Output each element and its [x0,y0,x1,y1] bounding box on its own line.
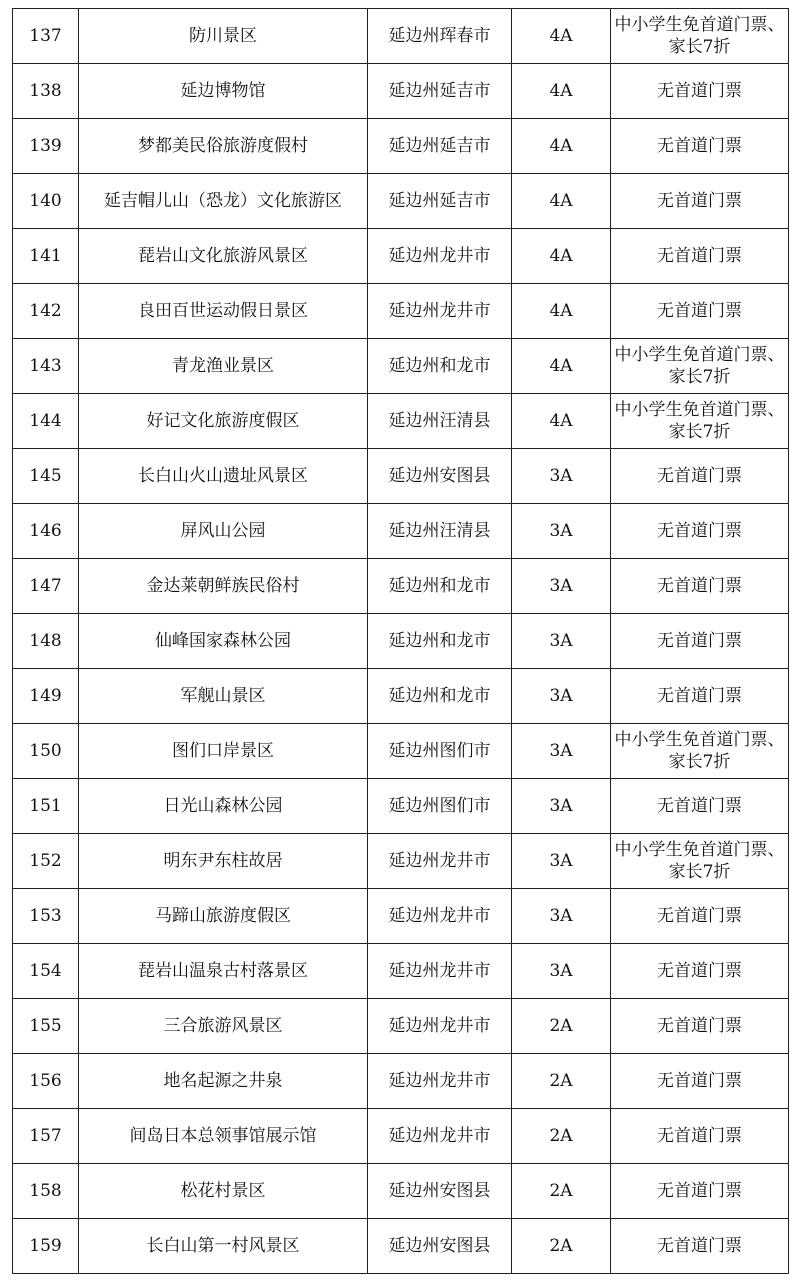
ticket-policy-cell [611,1109,789,1164]
region-cell: 延边州龙井市 [368,1054,512,1109]
row-number-cell: 139 [13,119,79,174]
region-cell: 延边州安图县 [368,1219,512,1274]
row-number-cell: 140 [13,174,79,229]
row-number-cell: 148 [13,614,79,669]
row-number-cell: 141 [13,229,79,284]
row-number-cell: 145 [13,449,79,504]
table-row [13,119,789,174]
ticket-policy-cell [611,779,789,834]
table-row [13,9,789,64]
row-number-cell: 146 [13,504,79,559]
grade-cell: 2A [512,999,611,1054]
table-row [13,1219,789,1274]
ticket-policy-cell [611,559,789,614]
scenic-spot-name-cell: 图们口岸景区 [79,724,368,779]
region-cell: 延边州龙井市 [368,834,512,889]
grade-cell: 4A [512,9,611,64]
row-number-cell: 159 [13,1219,79,1274]
grade-cell: 4A [512,284,611,339]
region-cell: 延边州龙井市 [368,1109,512,1164]
scenic-spot-name-cell: 金达莱朝鲜族民俗村 [79,559,368,614]
scenic-spot-name-cell: 青龙渔业景区 [79,339,368,394]
table-row [13,724,789,779]
ticket-policy-line: 无首道门票 [657,301,742,321]
scenic-spot-name-cell: 延边博物馆 [79,64,368,119]
row-number-cell: 151 [13,779,79,834]
scenic-spot-name-cell: 梦都美民俗旅游度假村 [79,119,368,174]
ticket-policy-cell [611,449,789,504]
ticket-policy-line: 家长7折 [668,367,731,387]
row-number-cell: 137 [13,9,79,64]
region-cell: 延边州龙井市 [368,999,512,1054]
ticket-policy-line: 无首道门票 [657,81,742,101]
ticket-policy-line: 无首道门票 [657,1181,742,1201]
ticket-policy-line: 中小学生免首道门票、 [614,15,785,35]
ticket-policy-cell [611,669,789,724]
grade-cell: 4A [512,394,611,449]
table-row [13,834,789,889]
scenic-spot-name-cell: 军舰山景区 [79,669,368,724]
region-cell: 延边州和龙市 [368,339,512,394]
grade-cell: 4A [512,64,611,119]
ticket-policy-cell [611,64,789,119]
grade-cell: 3A [512,614,611,669]
table-row [13,889,789,944]
scenic-spot-name-cell: 明东尹东柱故居 [79,834,368,889]
ticket-policy-line: 家长7折 [668,862,731,882]
region-cell: 延边州龙井市 [368,284,512,339]
table-row [13,559,789,614]
scenic-spot-table-page [12,8,788,1274]
table-body [13,9,789,1274]
ticket-policy-line: 中小学生免首道门票、 [614,840,785,860]
table-row [13,449,789,504]
ticket-policy-cell [611,284,789,339]
ticket-policy-line: 无首道门票 [657,796,742,816]
region-cell: 延边州图们市 [368,779,512,834]
ticket-policy-cell [611,394,789,449]
table-row [13,999,789,1054]
row-number-cell: 154 [13,944,79,999]
grade-cell: 2A [512,1164,611,1219]
ticket-policy-cell [611,9,789,64]
ticket-policy-cell [611,504,789,559]
row-number-cell: 142 [13,284,79,339]
ticket-policy-cell [611,724,789,779]
region-cell: 延边州汪清县 [368,504,512,559]
row-number-cell: 153 [13,889,79,944]
grade-cell: 3A [512,779,611,834]
region-cell: 延边州和龙市 [368,669,512,724]
scenic-spot-name-cell: 延吉帽儿山（恐龙）文化旅游区 [79,174,368,229]
region-cell: 延边州延吉市 [368,64,512,119]
scenic-spot-name-cell: 松花村景区 [79,1164,368,1219]
scenic-spot-name-cell: 长白山火山遗址风景区 [79,449,368,504]
ticket-policy-line: 无首道门票 [657,1016,742,1036]
scenic-spot-name-cell: 良田百世运动假日景区 [79,284,368,339]
scenic-spot-name-cell: 长白山第一村风景区 [79,1219,368,1274]
scenic-spot-name-cell: 日光山森林公园 [79,779,368,834]
ticket-policy-cell [611,889,789,944]
ticket-policy-line: 中小学生免首道门票、 [614,400,785,420]
table-row [13,504,789,559]
scenic-spot-name-cell: 防川景区 [79,9,368,64]
scenic-spot-name-cell: 马蹄山旅游度假区 [79,889,368,944]
row-number-cell: 143 [13,339,79,394]
table-row [13,284,789,339]
ticket-policy-line: 无首道门票 [657,686,742,706]
row-number-cell: 157 [13,1109,79,1164]
region-cell: 延边州珲春市 [368,9,512,64]
ticket-policy-line: 中小学生免首道门票、 [614,730,785,750]
grade-cell: 4A [512,119,611,174]
row-number-cell: 138 [13,64,79,119]
ticket-policy-line: 无首道门票 [657,1126,742,1146]
ticket-policy-line: 无首道门票 [657,136,742,156]
ticket-policy-line: 家长7折 [668,37,731,57]
grade-cell: 3A [512,944,611,999]
grade-cell: 3A [512,559,611,614]
region-cell: 延边州和龙市 [368,614,512,669]
row-number-cell: 144 [13,394,79,449]
grade-cell: 4A [512,229,611,284]
grade-cell: 2A [512,1054,611,1109]
row-number-cell: 149 [13,669,79,724]
region-cell: 延边州龙井市 [368,229,512,284]
ticket-policy-line: 无首道门票 [657,1071,742,1091]
table-row [13,229,789,284]
scenic-spot-name-cell: 仙峰国家森林公园 [79,614,368,669]
ticket-policy-cell [611,1219,789,1274]
ticket-policy-line: 无首道门票 [657,191,742,211]
scenic-spot-name-cell: 琵岩山文化旅游风景区 [79,229,368,284]
grade-cell: 4A [512,174,611,229]
grade-cell: 2A [512,1109,611,1164]
table-row [13,1109,789,1164]
region-cell: 延边州安图县 [368,1164,512,1219]
scenic-spot-name-cell: 三合旅游风景区 [79,999,368,1054]
ticket-policy-cell [611,944,789,999]
ticket-policy-line: 无首道门票 [657,576,742,596]
row-number-cell: 155 [13,999,79,1054]
ticket-policy-cell [611,999,789,1054]
table-row [13,669,789,724]
table-row [13,614,789,669]
grade-cell: 3A [512,449,611,504]
grade-cell: 4A [512,339,611,394]
scenic-spot-name-cell: 屏风山公园 [79,504,368,559]
region-cell: 延边州和龙市 [368,559,512,614]
region-cell: 延边州汪清县 [368,394,512,449]
ticket-policy-line: 无首道门票 [657,1236,742,1256]
ticket-policy-line: 中小学生免首道门票、 [614,345,785,365]
table-row [13,339,789,394]
scenic-spot-name-cell: 好记文化旅游度假区 [79,394,368,449]
row-number-cell: 150 [13,724,79,779]
table-row [13,779,789,834]
ticket-policy-cell [611,614,789,669]
ticket-policy-line: 无首道门票 [657,521,742,541]
grade-cell: 3A [512,504,611,559]
region-cell: 延边州龙井市 [368,944,512,999]
ticket-policy-line: 无首道门票 [657,631,742,651]
scenic-spot-name-cell: 地名起源之井泉 [79,1054,368,1109]
table-row [13,1054,789,1109]
row-number-cell: 158 [13,1164,79,1219]
ticket-policy-cell [611,174,789,229]
ticket-policy-line: 无首道门票 [657,466,742,486]
region-cell: 延边州延吉市 [368,174,512,229]
ticket-policy-cell [611,229,789,284]
row-number-cell: 147 [13,559,79,614]
table-row [13,174,789,229]
row-number-cell: 156 [13,1054,79,1109]
table-row [13,394,789,449]
row-number-cell: 152 [13,834,79,889]
region-cell: 延边州安图县 [368,449,512,504]
grade-cell: 3A [512,669,611,724]
ticket-policy-cell [611,1054,789,1109]
scenic-spot-name-cell: 间岛日本总领事馆展示馆 [79,1109,368,1164]
grade-cell: 3A [512,889,611,944]
ticket-policy-cell [611,834,789,889]
ticket-policy-line: 家长7折 [668,752,731,772]
scenic-spot-name-cell: 琵岩山温泉古村落景区 [79,944,368,999]
table-row [13,1164,789,1219]
ticket-policy-line: 无首道门票 [657,961,742,981]
ticket-policy-line: 无首道门票 [657,906,742,926]
ticket-policy-line: 无首道门票 [657,246,742,266]
region-cell: 延边州图们市 [368,724,512,779]
ticket-policy-cell [611,339,789,394]
table-row [13,64,789,119]
region-cell: 延边州龙井市 [368,889,512,944]
grade-cell: 3A [512,724,611,779]
ticket-policy-line: 家长7折 [668,422,731,442]
scenic-spot-table [12,8,789,1274]
ticket-policy-cell [611,119,789,174]
table-row [13,944,789,999]
grade-cell: 3A [512,834,611,889]
region-cell: 延边州延吉市 [368,119,512,174]
ticket-policy-cell [611,1164,789,1219]
grade-cell: 2A [512,1219,611,1274]
